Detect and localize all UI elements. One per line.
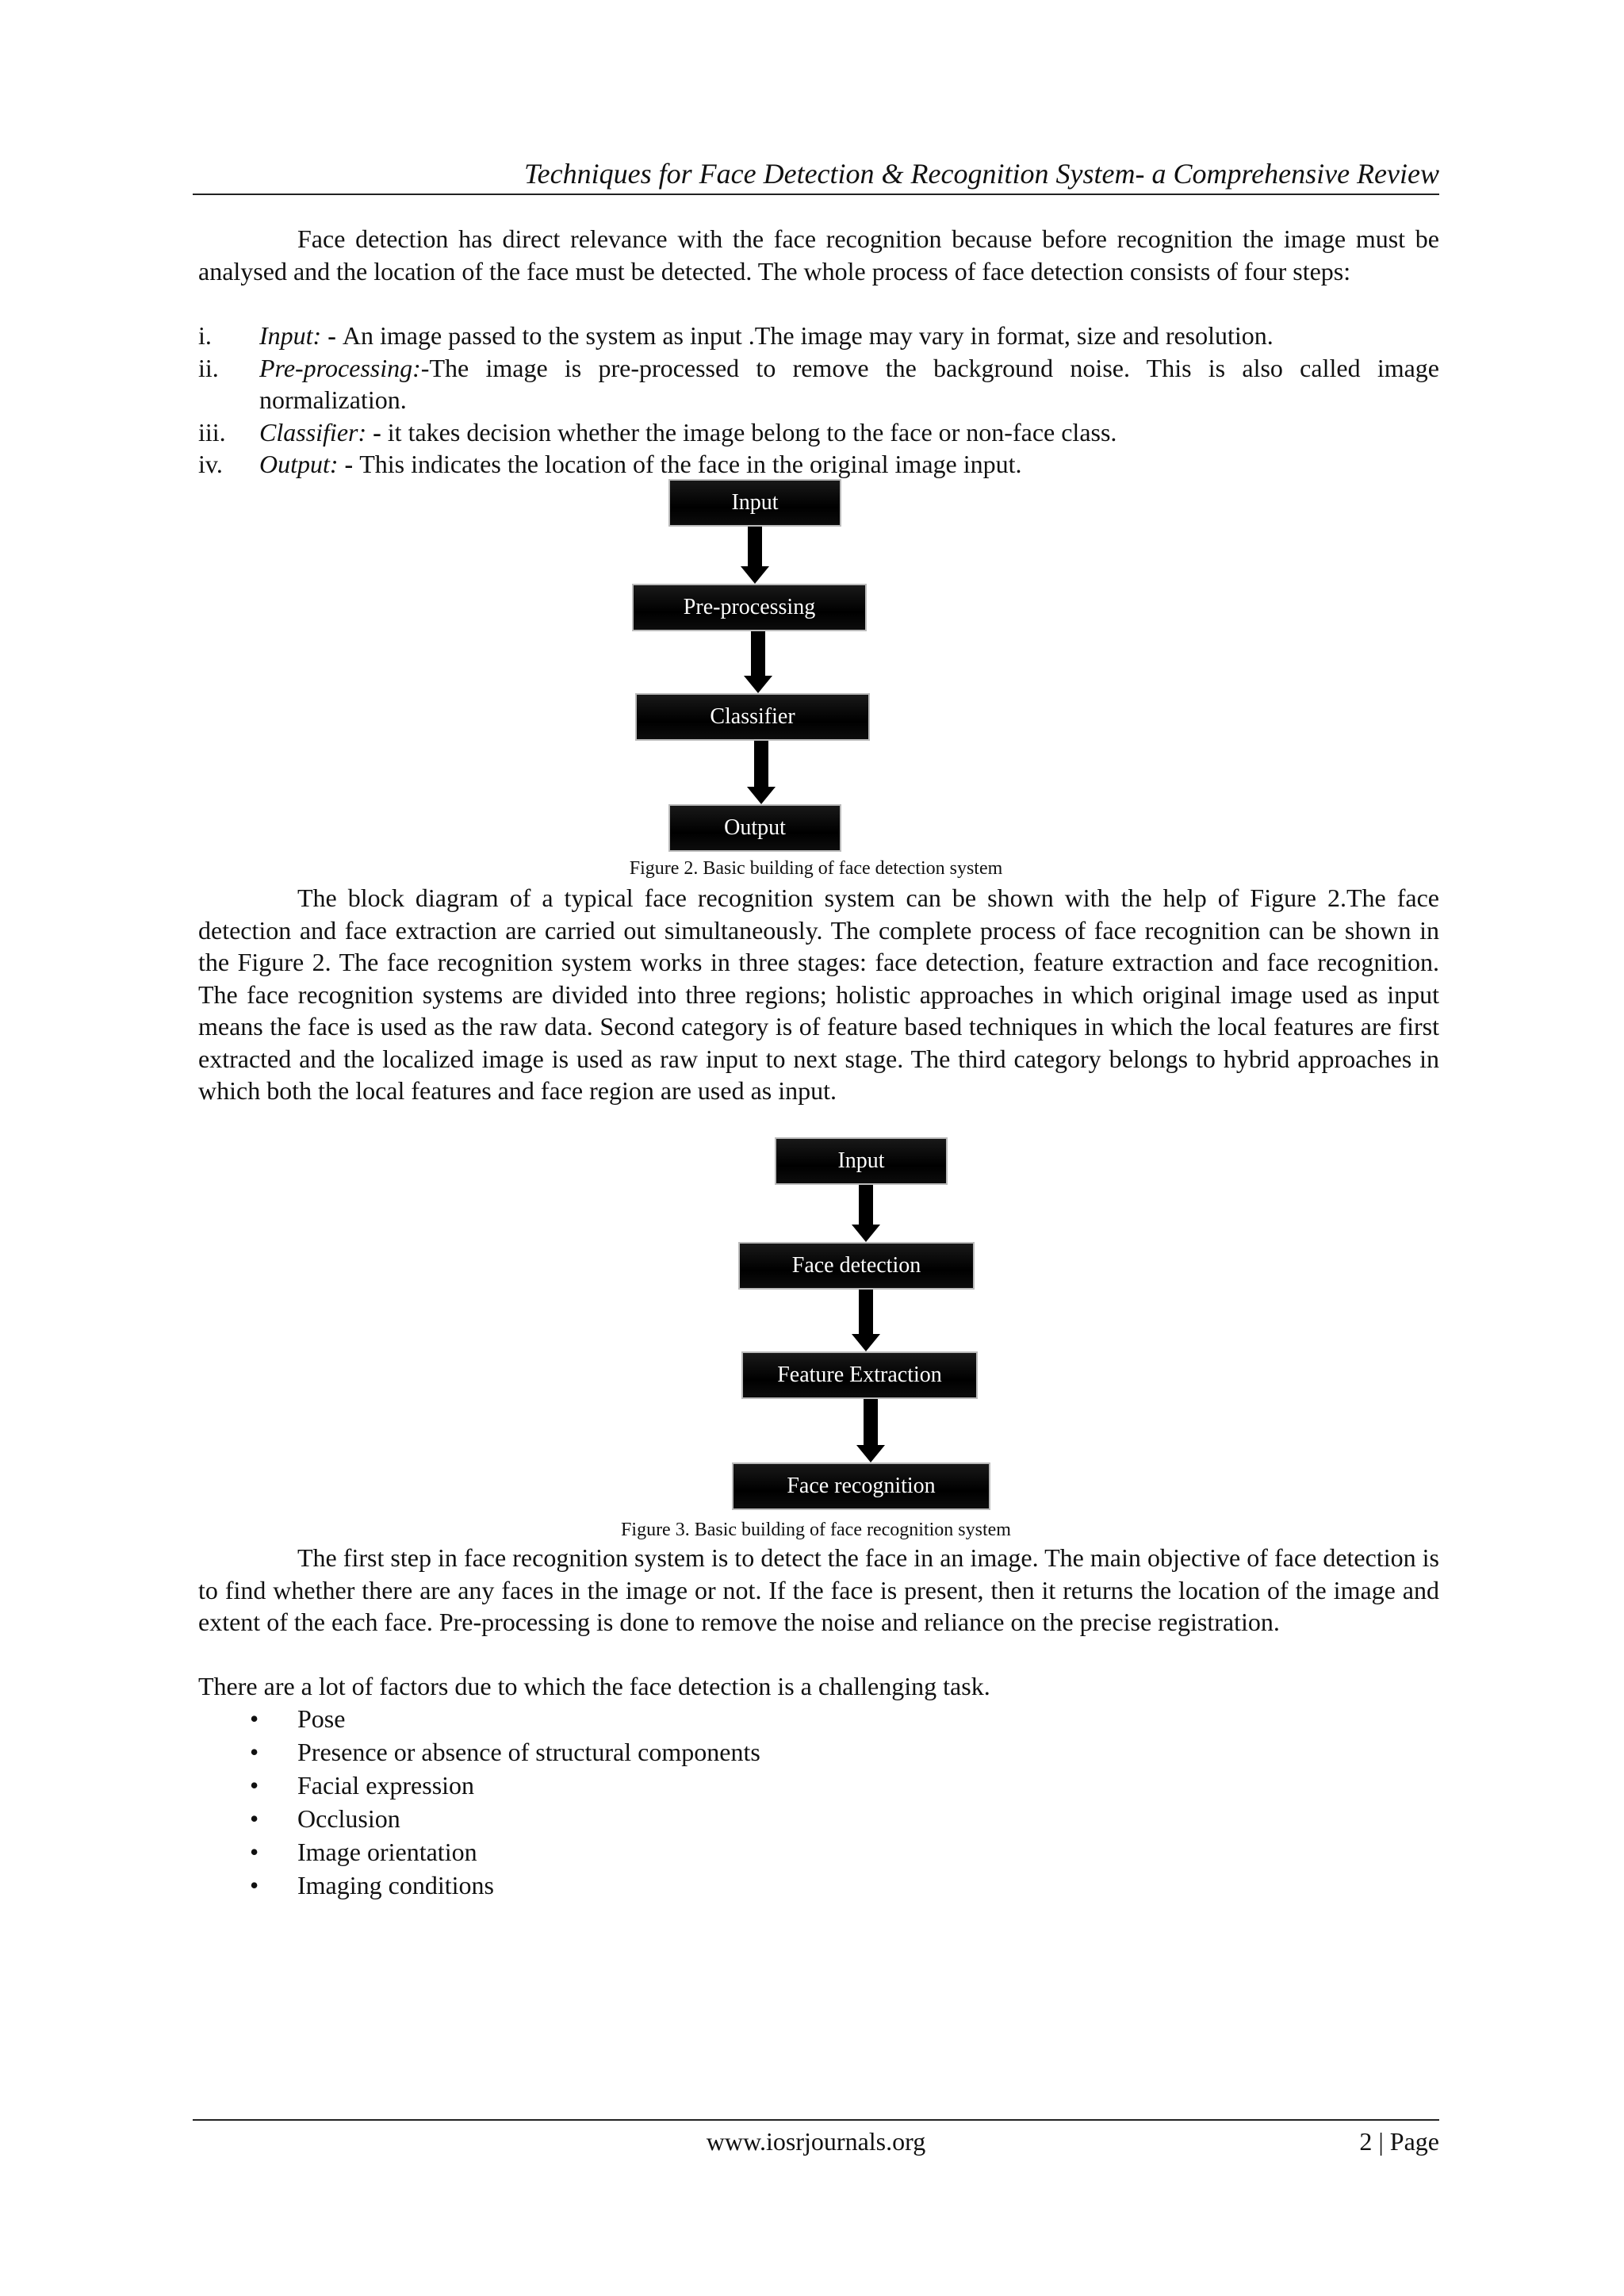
list-item: • Pose	[198, 1702, 1439, 1735]
bullet-icon: •	[250, 1838, 259, 1866]
bullet-icon: •	[250, 1804, 259, 1833]
fig3-box-feature-extraction: Feature Extraction	[741, 1351, 978, 1399]
page-number: 2 | Page	[1359, 2127, 1439, 2156]
body-paragraph-3: The first step in face recognition system is to detect the face in an image. The main objective of face detection is to find whether there are any faces in the image or not. If the face is present, then it returns the location of the image and extent of the each face. Pre-processing is done to remove the noise and reliance on the precise registration.	[198, 1543, 1439, 1636]
fig3-box-face-detection: Face detection	[738, 1242, 975, 1290]
factors-intro: There are a lot of factors due to which the face detection is a challenging task.	[198, 1672, 990, 1700]
figure3-caption: Figure 3. Basic building of face recognition system	[621, 1520, 1011, 1540]
bullet-icon: •	[250, 1771, 259, 1800]
fig2-arrow-3	[747, 741, 776, 804]
list-item: • Imaging conditions	[198, 1869, 1439, 1902]
header-rule	[193, 194, 1439, 195]
list-item: ii. Pre-processing:-The image is pre-processed to remove the background noise. This is also called image normalization.	[198, 353, 1439, 414]
intro-paragraph: Face detection has direct relevance with the face recognition because before recognition the image must be analysed and the location of the face must be detected. The whole process of face detection consists of four steps:	[198, 224, 1439, 286]
list-item: • Presence or absence of structural components	[198, 1735, 1439, 1769]
list-item: • Image orientation	[198, 1835, 1439, 1869]
list-item: • Occlusion	[198, 1802, 1439, 1835]
body-paragraph-2: The block diagram of a typical face recognition system can be shown with the help of Figure 2.The face detection and face extraction are carried out simultaneously. The complete process of face recognition can be shown in the Figure 2. The face recognition system works in three stages: face detection, feature extraction and face recognition. The face recognition systems are divided into three regions; holistic approaches in which original image used as input means the face is used as the raw data. Second category is of feature based techniques in which the local features are first extracted and the localized image is used as raw input to next stage. The third category belongs to hybrid approaches in which both the local features and face region are used as input.	[198, 884, 1439, 1105]
fig3-arrow-3	[856, 1399, 885, 1462]
fig3-box-face-recognition: Face recognition	[732, 1462, 990, 1510]
footer-url: www.iosrjournals.org	[706, 2127, 926, 2156]
fig2-arrow-2	[744, 631, 772, 693]
figure2-caption: Figure 2. Basic building of face detection system	[629, 858, 1003, 879]
fig2-box-input: Input	[668, 479, 841, 527]
list-item: i. Input: - An image passed to the system as input .The image may vary in format, size and resolution.	[198, 321, 1274, 350]
bullet-icon: •	[250, 1704, 259, 1733]
fig2-arrow-1	[741, 527, 769, 584]
fig2-box-preprocessing: Pre-processing	[632, 584, 867, 631]
fig2-box-output: Output	[668, 804, 841, 852]
fig3-box-input: Input	[775, 1137, 948, 1185]
list-item: iv. Output: - This indicates the location of the face in the original image input.	[198, 450, 1022, 478]
bullet-icon: •	[250, 1871, 259, 1899]
bullet-icon: •	[250, 1738, 259, 1766]
factors-list	[198, 1702, 1439, 1902]
fig3-arrow-2	[852, 1290, 880, 1351]
running-header: Techniques for Face Detection & Recognition System- a Comprehensive Review	[523, 158, 1439, 190]
footer-rule	[193, 2119, 1439, 2121]
fig2-box-classifier: Classifier	[635, 693, 870, 741]
list-item: iii. Classifier: - it takes decision whether the image belong to the face or non-face class.	[198, 417, 1117, 447]
steps-list	[198, 320, 1439, 481]
list-item: • Facial expression	[198, 1769, 1439, 1802]
fig3-arrow-1	[852, 1185, 880, 1242]
